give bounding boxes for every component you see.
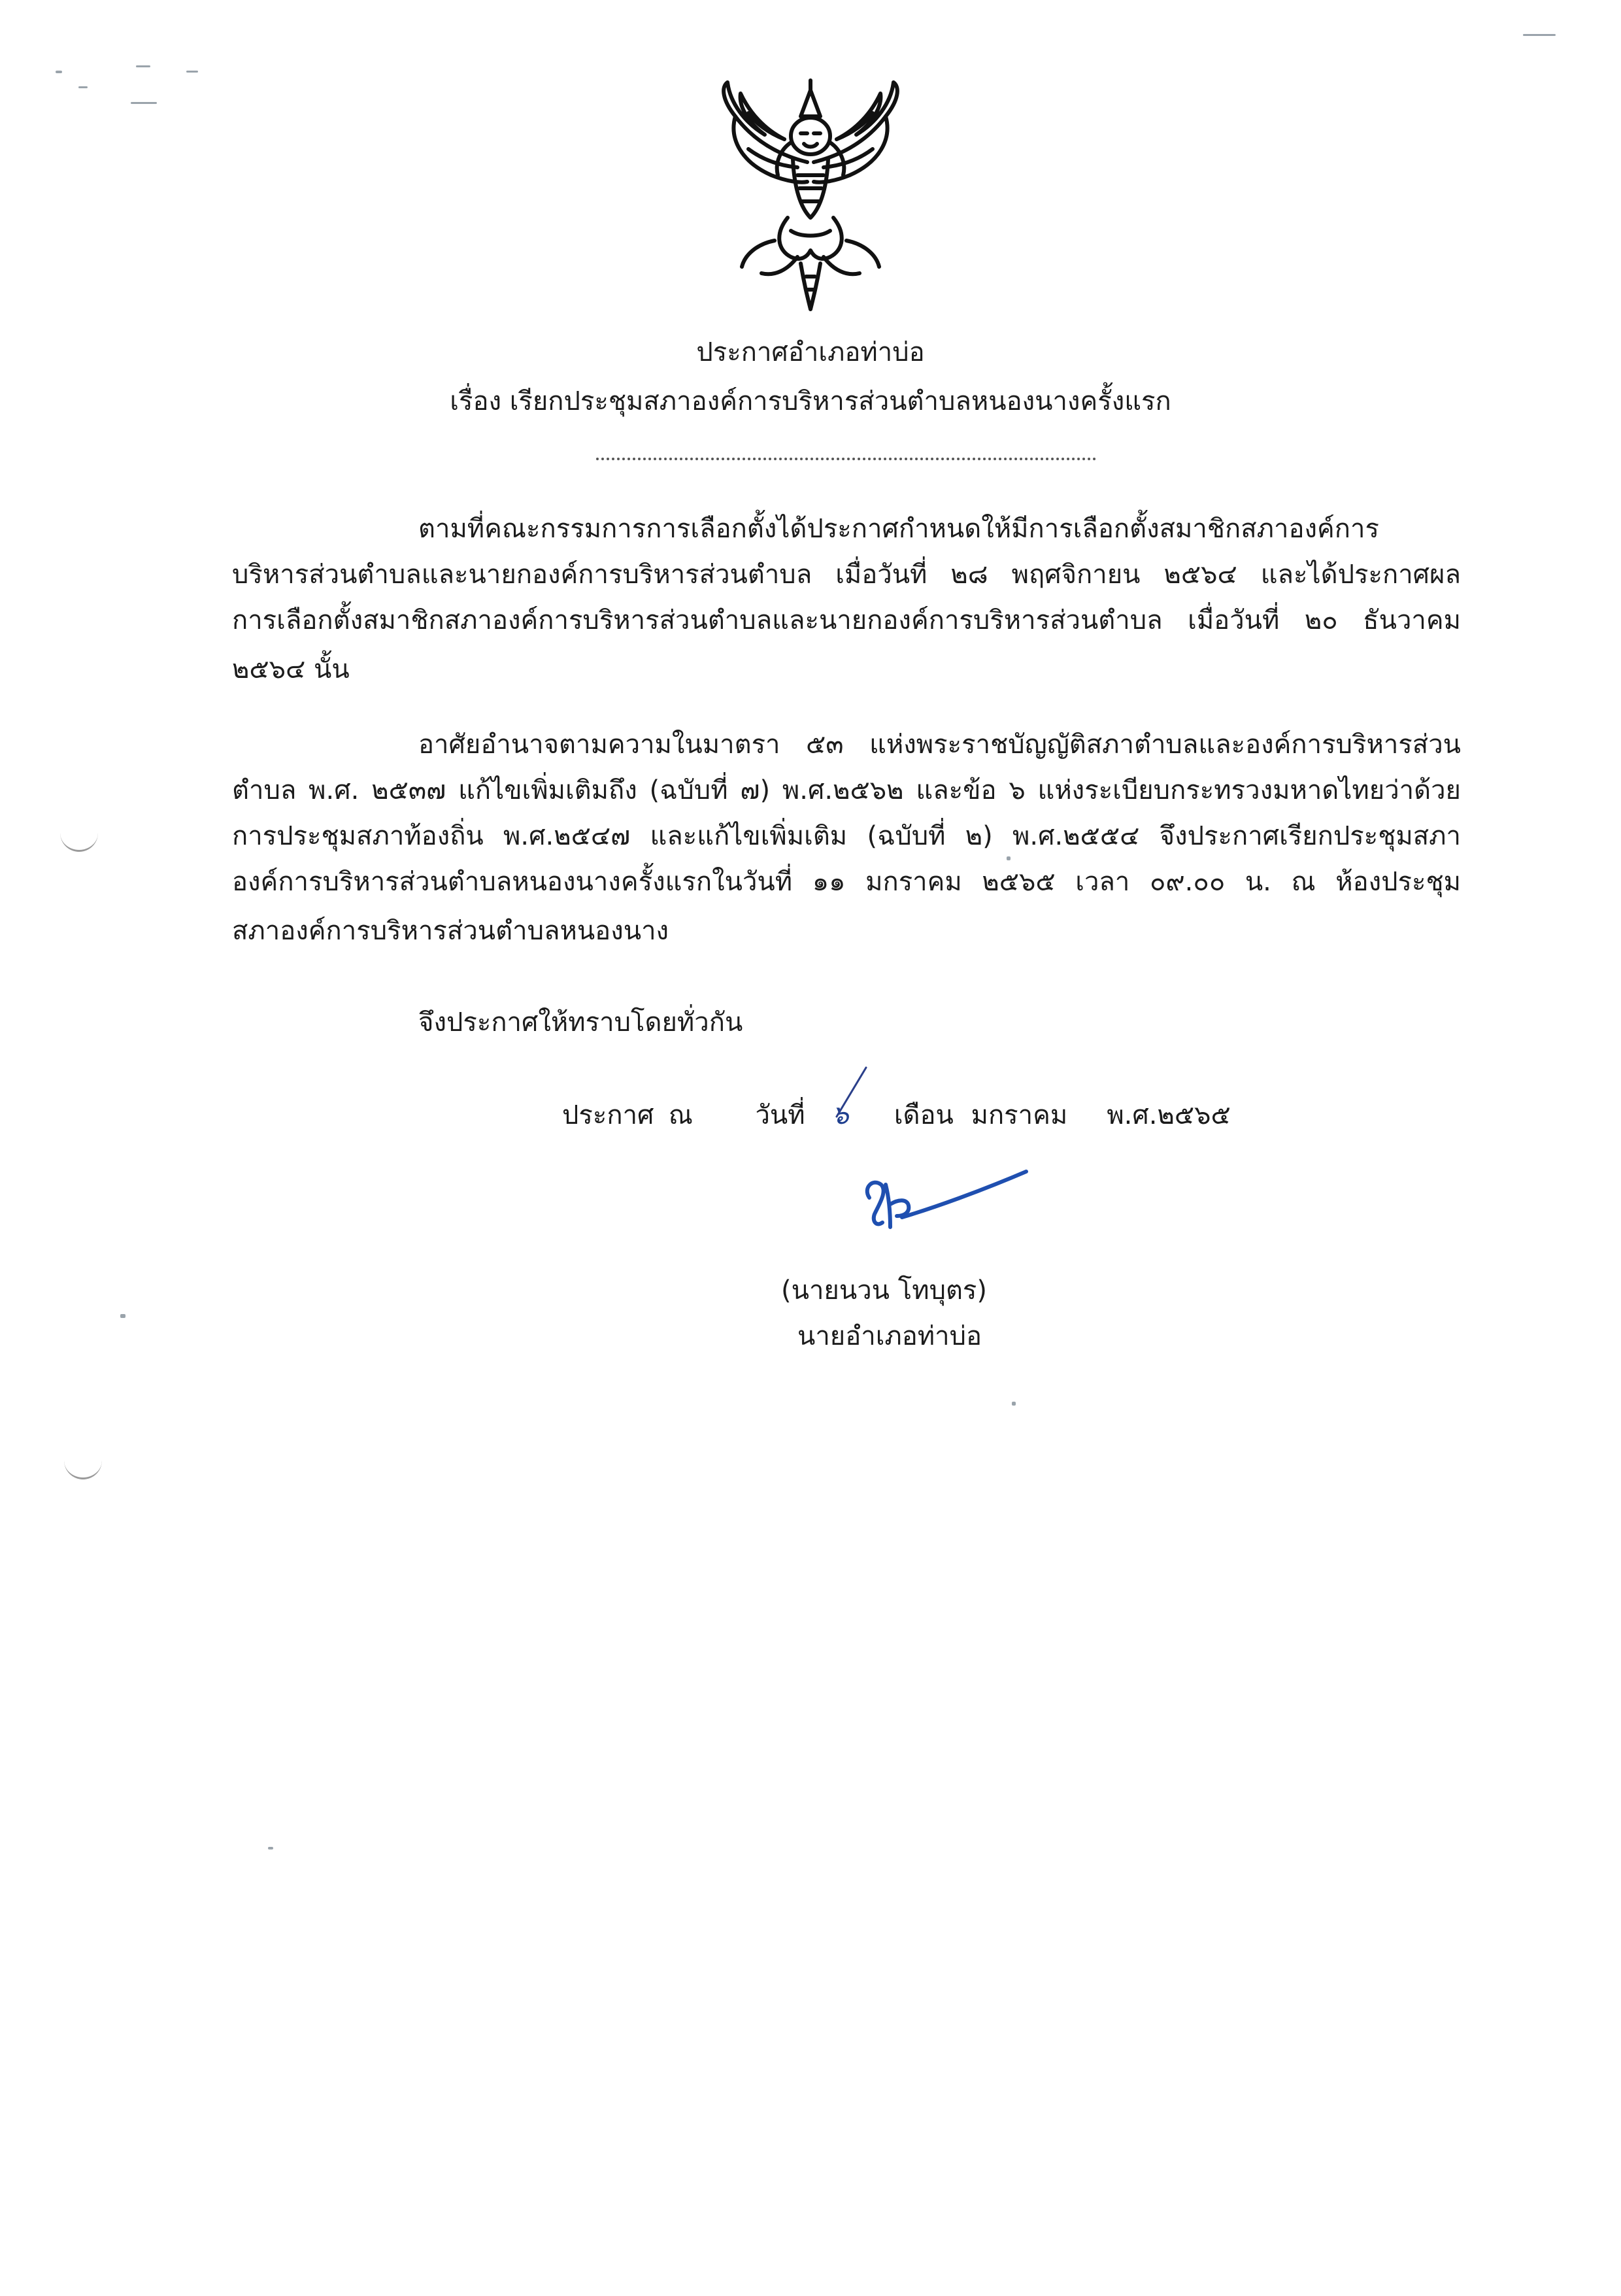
scan-speck xyxy=(78,86,88,88)
scan-speck xyxy=(131,102,157,104)
scan-speck xyxy=(186,71,198,73)
scan-speck xyxy=(136,65,150,67)
paragraph2-line4: องค์การบริหารส่วนตำบลหนองนางครั้งแรกในวันที่ ๑๑ มกราคม ๒๕๖๕ เวลา ๐๙.๐๐ น. ณ ห้องประชุม xyxy=(232,867,1461,897)
scan-speck xyxy=(1012,1402,1016,1406)
dateline-month-value: มกราคม xyxy=(971,1100,1068,1130)
handwritten-day-stroke xyxy=(820,1064,873,1136)
signatory-name: (นายนวน โทบุตร) xyxy=(781,1275,988,1306)
dateline-day-value: ๖ xyxy=(832,1100,849,1130)
scan-speck xyxy=(268,1847,273,1849)
scan-speck xyxy=(120,1314,125,1318)
scan-speck xyxy=(1523,34,1556,36)
paragraph2-line1: อาศัยอำนาจตามความในมาตรา ๕๓ แห่งพระราชบัญญัติสภาตำบลและองค์การบริหารส่วน xyxy=(418,730,1461,760)
closing-statement: จึงประกาศให้ทราบโดยทั่วกัน xyxy=(418,1007,743,1038)
announcement-subject: เรื่อง เรียกประชุมสภาองค์การบริหารส่วนตำบลหนองนางครั้งแรก xyxy=(450,386,1171,416)
announcement-title: ประกาศอำเภอท่าบ่อ xyxy=(696,337,925,367)
garuda-emblem-icon xyxy=(709,77,912,314)
scan-speck xyxy=(1007,856,1011,860)
dateline-at-label: ณ xyxy=(668,1100,693,1130)
scan-speck xyxy=(56,71,62,73)
dateline-announced-label: ประกาศ xyxy=(562,1100,654,1130)
binder-hole xyxy=(64,1458,102,1479)
dateline-month-label: เดือน xyxy=(894,1100,954,1130)
signatory-position: นายอำเภอท่าบ่อ xyxy=(797,1321,982,1351)
binder-hole xyxy=(60,830,98,852)
paragraph1-line1: ตามที่คณะกรรมการการเลือกตั้งได้ประกาศกำหนดให้มีการเลือกตั้งสมาชิกสภาองค์การ xyxy=(418,514,1379,544)
paragraph2-line2: ตำบล พ.ศ. ๒๕๓๗ แก้ไขเพิ่มเติมถึง (ฉบับที่ ๗) พ.ศ.๒๕๖๒ และข้อ ๖ แห่งระเบียบกระทรวงมหาดไทยว่าด้วย xyxy=(232,775,1461,805)
signature-mark xyxy=(850,1165,1033,1243)
dateline-day-label: วันที่ xyxy=(755,1100,805,1130)
paragraph2-line5: สภาองค์การบริหารส่วนตำบลหนองนาง xyxy=(232,916,669,946)
paragraph1-line4: ๒๕๖๔ นั้น xyxy=(232,654,350,684)
paragraph1-line2: บริหารส่วนตำบลและนายกองค์การบริหารส่วนตำบล เมื่อวันที่ ๒๘ พฤศจิกายน ๒๕๖๔ และได้ประกาศผล xyxy=(232,560,1461,590)
paragraph1-line3: การเลือกตั้งสมาชิกสภาองค์การบริหารส่วนตำบลและนายกองค์การบริหารส่วนตำบล เมื่อวันที่ ๒๐ ธันวาคม xyxy=(232,605,1461,635)
paragraph2-line3: การประชุมสภาท้องถิ่น พ.ศ.๒๕๔๗ และแก้ไขเพิ่มเติม (ฉบับที่ ๒) พ.ศ.๒๕๕๔ จึงประกาศเรียกประชุมสภา xyxy=(232,821,1461,851)
title-divider xyxy=(596,458,1096,460)
dateline-year-value: พ.ศ.๒๕๖๕ xyxy=(1107,1100,1231,1130)
dateline xyxy=(562,1100,1231,1131)
